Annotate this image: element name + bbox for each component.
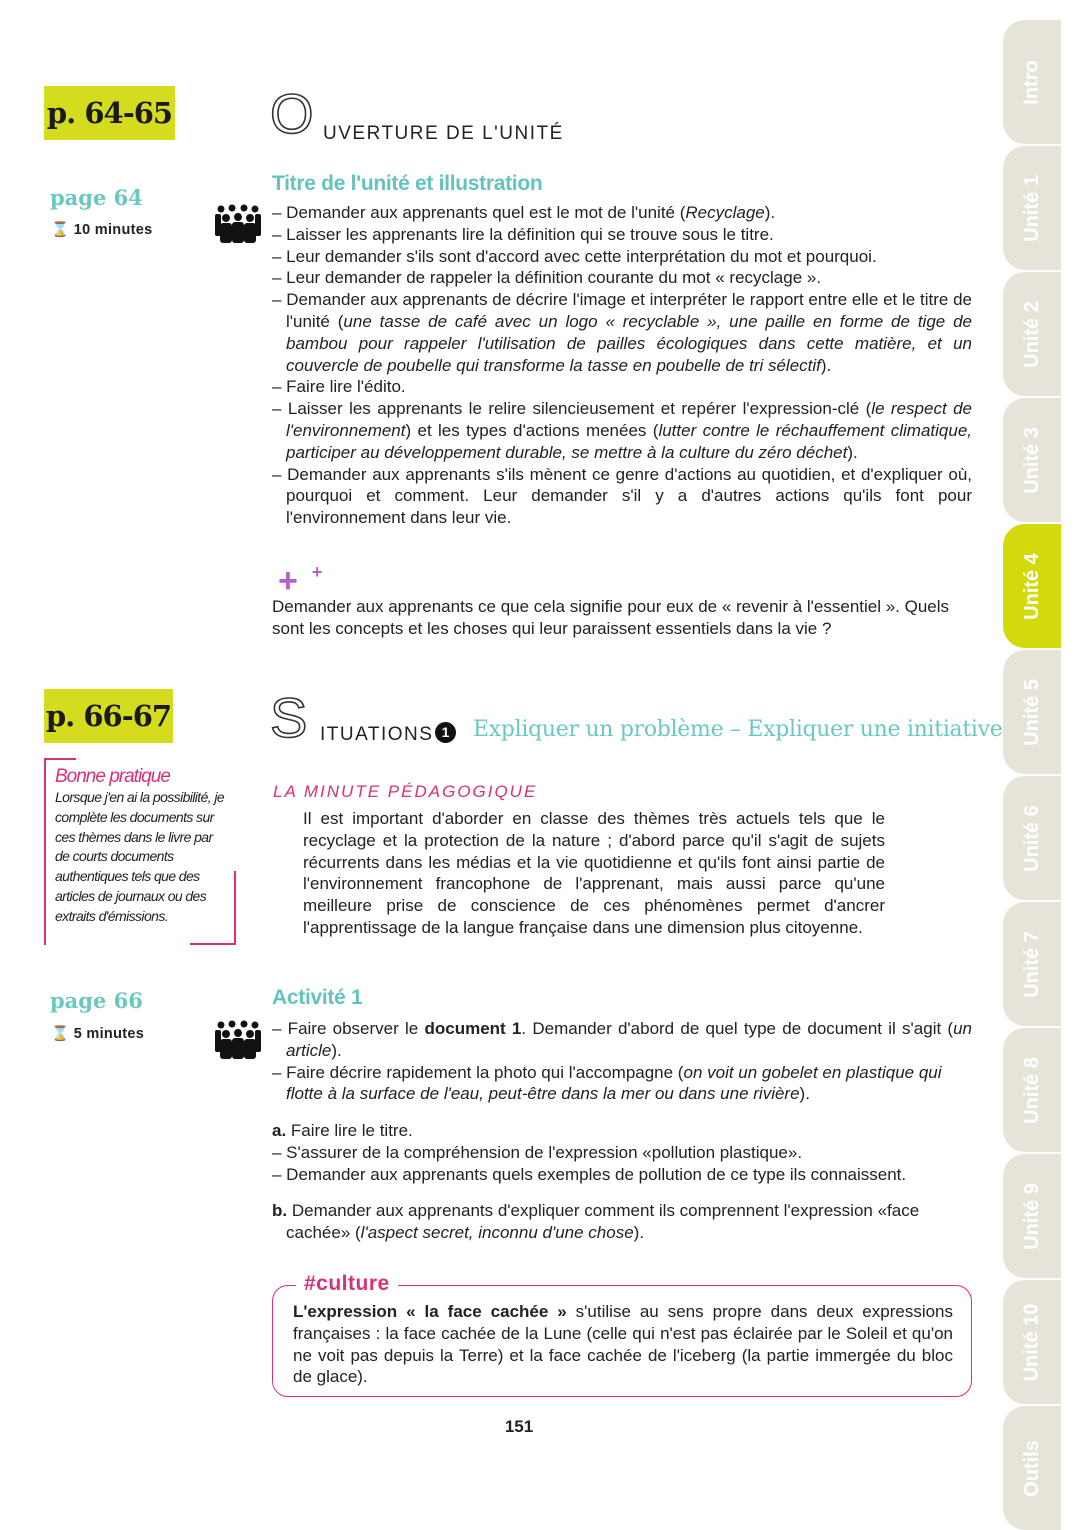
tab-unit-7[interactable] (1003, 902, 1061, 1026)
plus-icon: + + (278, 562, 323, 600)
tab-label: Intro (1020, 59, 1043, 105)
situation-number: 1 (435, 722, 456, 743)
bullet: – Laisser les apprenants le relire silencieusement et repérer l'expression-clé (le respect de l'environnement) et les types d'actions menées (lutter contre le réchauffement climatique, participer au développement durable, se mettre à la culture du zéro déchet). (272, 399, 972, 462)
bullet: – Demander aux apprenants quels exemples de pollution de ce type ils connaissent. (272, 1164, 907, 1184)
bullet: – Faire observer le document 1. Demander d'abord de quel type de document il s'agit (un article). (272, 1019, 973, 1060)
activity-step-b: b. Demander aux apprenants d'expliquer comment ils comprennent l'expression «face cachée» (l'aspect secret, inconnu d'une chose). (272, 1201, 920, 1242)
page-label: page 64 (50, 185, 143, 210)
tab-label: Unité 5 (1020, 678, 1043, 746)
duration-text: 10 minutes (73, 222, 153, 238)
tab-unit-10[interactable] (1003, 1280, 1061, 1404)
tab-label: Unité 3 (1020, 426, 1043, 494)
tab-label: Unité 1 (1020, 174, 1043, 242)
hourglass-icon: ⌛ (51, 1026, 70, 1042)
bullet: – Leur demander s'ils sont d'accord avec cette interprétation du mot et pourquoi. (272, 246, 877, 266)
tab-label: Unité 2 (1020, 300, 1043, 368)
bullet: – Faire lire l'édito. (272, 377, 406, 397)
bullet: – Faire décrire rapidement la photo qui l'accompagne (on voit un gobelet en plastique qui flotte à la surface de l'eau, peut-être dans la mer ou dans une rivière). (272, 1062, 942, 1104)
tab-label: Unité 10 (1020, 1303, 1043, 1381)
page-number: 151 (504, 1417, 534, 1436)
culture-text: L'expression « la face cachée » s'utilise au sens propre dans deux expressions françaises : la face cachée de la Lune (celle qui n'est pas éclairée par le Soleil et qu'on ne voit pas depuis la Terre) et la face cachée de l'iceberg (la partie immergée du bloc de glace). (293, 1302, 954, 1387)
tab-label: Unité 6 (1020, 804, 1043, 872)
extension-note: Demander aux apprenants ce que cela signifie pour eux de « revenir à l'essentiel ». Quels sont les concepts et les choses qui leur paraissent essentiels dans la vie ? (272, 597, 950, 638)
bullet: – Demander aux apprenants quel est le mot de l'unité (Recyclage). (272, 203, 776, 222)
activity-step-a: a. Faire lire le titre. – S'assurer de la compréhension de l'expression «pollution plastique». – Demander aux apprenants quels exemples de pollution de ce type ils connaissent. (272, 1120, 972, 1185)
bullet: – Demander aux apprenants de décrire l'image et interpréter le rapport entre elle et le titre de l'unité (une tasse de café avec un logo « recyclable », une paille en forme de tige de bambou pour rappeler l'utilisation de pailles écologiques dans cette matière, et un couvercle de poubelle qui transforme la tasse en poubelle de tri sélectif). (272, 290, 972, 375)
bullet: – Demander aux apprenants s'ils mènent ce genre d'actions au quotidien, et d'expliquer où, pourquoi et comment. Leur demander s'il y a d'autres actions qu'ils font pour l'environnement dans leur vie. (272, 464, 972, 528)
tab-unit-8[interactable] (1003, 1028, 1061, 1152)
duration-text: 5 minutes (73, 1026, 145, 1042)
tab-unit-9[interactable] (1003, 1154, 1061, 1278)
tab-unit-3[interactable] (1003, 398, 1061, 522)
tab-label: Unité 7 (1020, 930, 1043, 998)
good-practice-text: Lorsque j'en ai la possibilité, je complète les documents sur ces thèmes dans le livre par de courts documents authentiques tels que des articles de journaux ou des extraits d'émissions. (55, 789, 225, 924)
good-practice-title: Bonne pratique (55, 766, 170, 787)
tab-unit-1[interactable] (1003, 146, 1061, 270)
group-icon (215, 1020, 261, 1060)
page-range-badge: p. 64-65 (44, 86, 175, 140)
pedagogical-minute-text: Il est important d'aborder en classe des thèmes très actuels tels que le recyclage et la protection de la nature ; d'abord parce qu'il s'agit de sujets récurrents dans les médias et la vie quotidienne et qu'ils font ainsi partie de l'environnement francophone de l'apprenant, mais aussi parce qu'une meilleure prise de conscience de ces phénomènes permet d'ancrer l'apprentissage de la langue française dans une dimension plus citoyenne. (303, 809, 885, 937)
tab-unit-4[interactable] (1003, 524, 1061, 648)
page-range-badge: p. 66-67 (44, 689, 173, 743)
tab-label: Unité 8 (1020, 1056, 1043, 1124)
tab-unit-5[interactable] (1003, 650, 1061, 774)
subheading: Activité 1 (272, 986, 363, 1009)
pedagogical-minute-title: LA MINUTE PÉDAGOGIQUE (273, 782, 538, 801)
section-initial: O (270, 82, 314, 145)
section-title: ITUATIONS (320, 724, 434, 745)
activity-instructions (272, 202, 972, 529)
bullet: – S'assurer de la compréhension de l'expression «pollution plastique». (272, 1142, 803, 1162)
good-practice-box (44, 758, 236, 945)
section-initial: S (270, 686, 308, 749)
tab-unit-2[interactable] (1003, 272, 1061, 396)
duration (51, 221, 152, 238)
tab-label: Unité 9 (1020, 1182, 1043, 1250)
bullet: – Leur demander de rappeler la définition courante du mot « recyclage ». (272, 268, 822, 288)
duration (51, 1025, 144, 1042)
activity-instructions (272, 1018, 972, 1105)
section-title: UVERTURE DE L'UNITÉ (323, 123, 564, 144)
bullet: – Laisser les apprenants lire la définition qui se trouve sous le titre. (272, 224, 774, 244)
group-icon (215, 204, 261, 244)
tab-unit-6[interactable] (1003, 776, 1061, 900)
tab-label: Unité 4 (1020, 552, 1043, 620)
hourglass-icon: ⌛ (51, 222, 70, 238)
page-label: page 66 (50, 988, 143, 1013)
situation-topic: Expliquer un problème – Expliquer une initiative (473, 717, 1003, 742)
tab-label: Outils (1020, 1439, 1043, 1497)
subheading: Titre de l'unité et illustration (272, 172, 543, 195)
tab-intro[interactable] (1003, 20, 1061, 144)
culture-title: #culture (296, 1272, 398, 1296)
